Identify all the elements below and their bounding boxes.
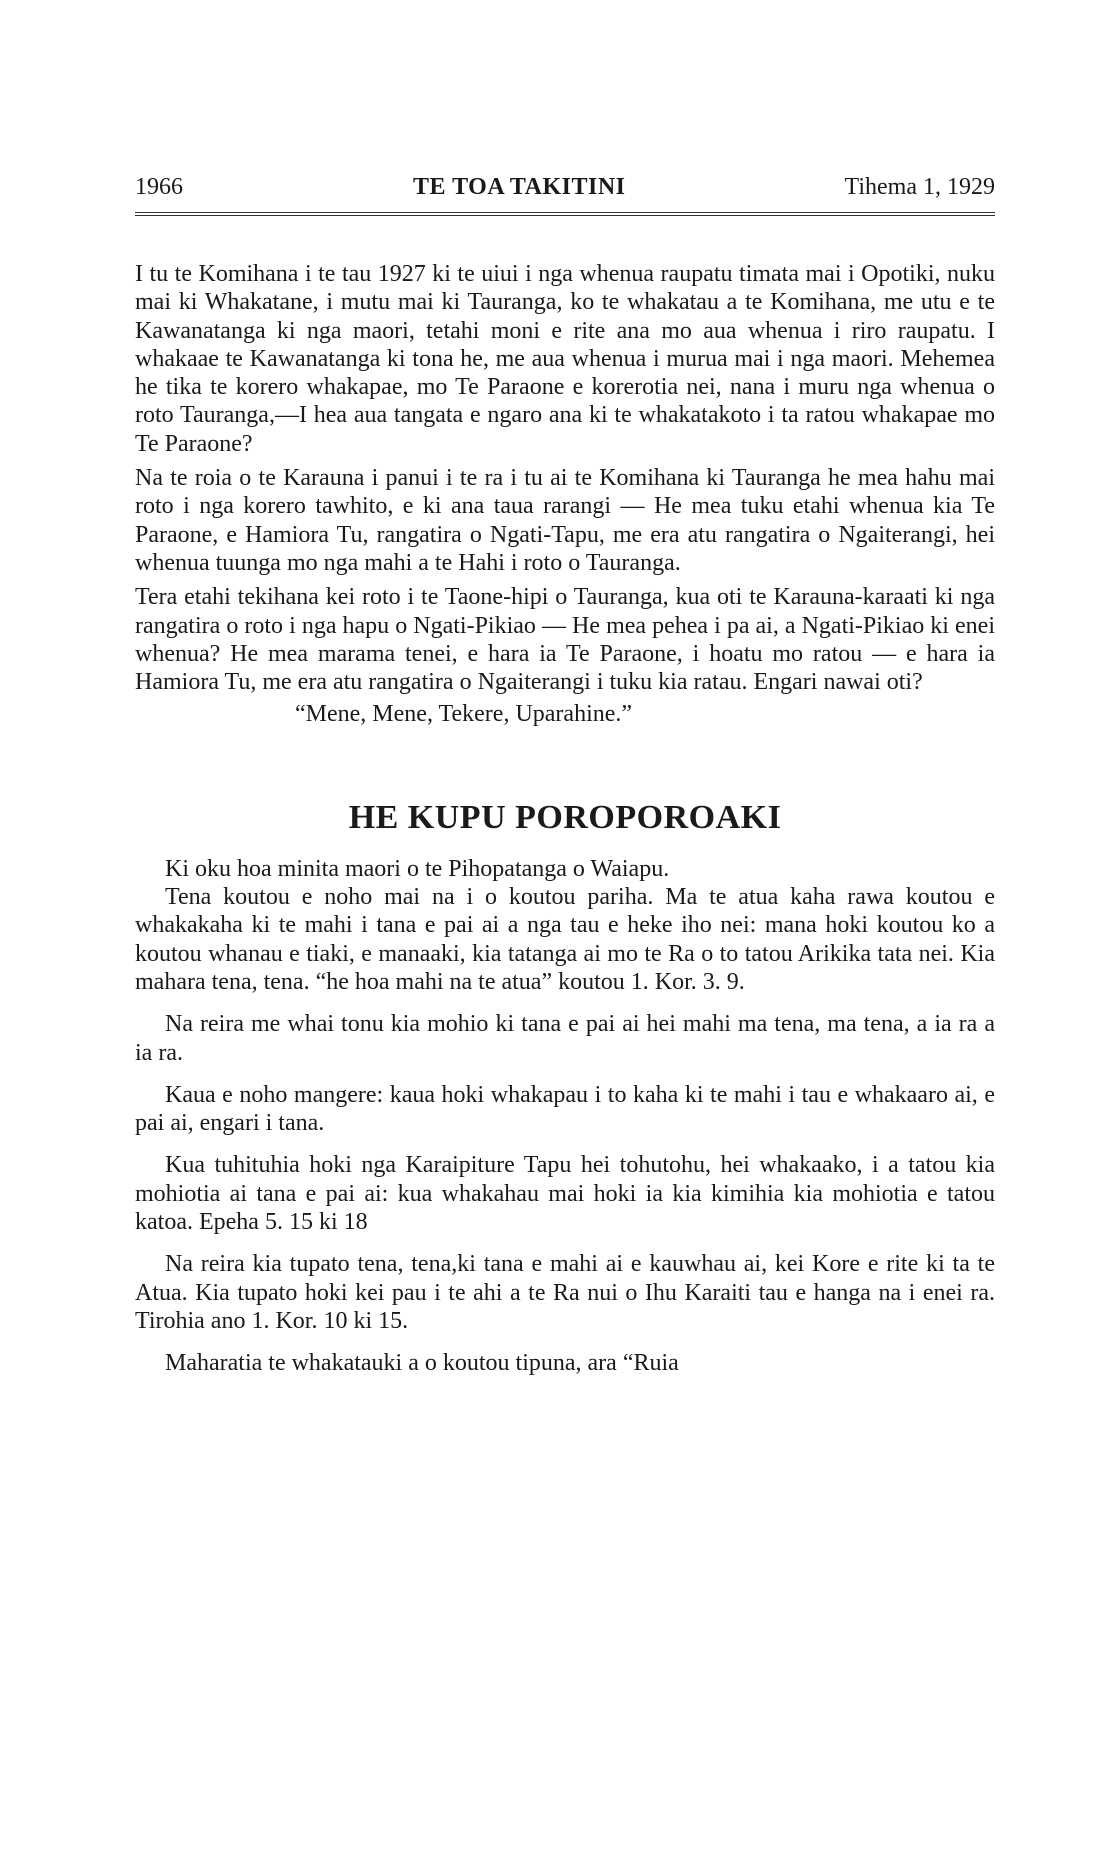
farewell-paragraph: Tena koutou e noho mai na i o koutou pariha. Ma te atua kaha rawa koutou e whakakaha ki te mahi i tana e pai ai a nga tau e heke iho nei: mana hoki koutou ko a koutou whanau e tiaki, e manaaki, kia tatanga ai mo te Ra o to tatou Arikika tata nei. Kia mahara tena, tena. “he hoa mahi na te atua” koutou 1. Kor. 3. 9. (135, 884, 995, 995)
page-header (135, 170, 995, 210)
article-paragraph: I tu te Komihana i te tau 1927 ki te uiui i nga whenua raupatu timata mai i Opotiki, nuku mai ki Whakatane, i mutu mai ki Tauranga, ko te whakatau a te Komihana, me utu e te Kawanatanga ki nga maori, tetahi moni e rite ana mo aua whenua i riro raupatu. I whakaae te Kawanatanga ki tona he, me aua whenua i murua mai i nga maori. Mehemea he tika te korero whakapae, mo Te Paraone e korerotia nei, nana i muru nga whenua o roto Tauranga,—I hea aua tangata e ngaro ana ki te whakatakoto i ta ratou whakapae mo Te Paraone? (135, 261, 995, 457)
article-section (135, 260, 995, 729)
farewell-section (135, 855, 995, 1378)
farewell-paragraph: Na reira kia tupato tena, tena,ki tana e mahi ai e kauwhau ai, kei Kore e rite ki ta te Atua. Kia tupato hoki kei pau i te ahi a te Ra nui o Ihu Karaiti tau e hanga na i enei ra. Tirohia ano 1. Kor. 10 ki 15. (135, 1251, 995, 1334)
farewell-paragraph: Kaua e noho mangere: kaua hoki whakapau i to kaha ki te mahi i tau e whakaaro ai, e pai ai, engari i tana. (135, 1081, 995, 1137)
address-line: Ki oku hoa minita maori o te Pihopatanga o Waiapu. (165, 855, 670, 882)
issue-date: Tihema 1, 1929 (844, 174, 995, 200)
page-number: 1966 (135, 174, 183, 200)
header-rule (135, 212, 995, 216)
closing-quote: “Mene, Mene, Tekere, Uparahine.” (295, 701, 633, 728)
document-page (135, 170, 995, 1378)
farewell-paragraph: Na reira me whai tonu kia mohio ki tana e pai ai hei mahi ma tena, ma tena, a ia ra a ia ra. (135, 1011, 995, 1066)
farewell-paragraph: Kua tuhituhia hoki nga Karaipiture Tapu hei tohutohu, hei whakaako, i a tatou kia mohiotia ai tana e pai ai: kua whakahau mai hoki ia kia kimihia kia mohiotia e tatou katoa. Epeha 5. 15 ki 18 (135, 1152, 995, 1236)
section-heading: HE KUPU POROPOROAKI (348, 798, 782, 836)
farewell-paragraph: Maharatia te whakatauki a o koutou tipuna, ara “Ruia (165, 1350, 679, 1377)
article-paragraph: Na te roia o te Karauna i panui i te ra i tu ai te Komihana ki Tauranga he mea hahu mai roto i nga korero tawhito, e ki ana taua rarangi — He mea tuku etahi whenua kia Te Paraone, e Hamiora Tu, rangatira o Ngati-Tapu, me era atu rangatira o Ngaiterangi, hei whenua tuunga mo nga mahi a te Hahi i roto o Tauranga. (135, 465, 995, 576)
journal-title: TE TOA TAKITINI (413, 174, 626, 200)
article-paragraph: Tera etahi tekihana kei roto i te Taone-hipi o Tauranga, kua oti te Karauna-karaati ki nga rangatira o roto i nga hapu o Ngati-Pikiao — He mea pehea i pa ai, a Ngati-Pikiao ki enei whenua? He mea marama tenei, e hara ia Te Paraone, i hoatu mo ratou — e hara ia Hamiora Tu, me era atu rangatira o Ngaiterangi i tuku kia ratau. Engari nawai oti? (135, 584, 995, 696)
